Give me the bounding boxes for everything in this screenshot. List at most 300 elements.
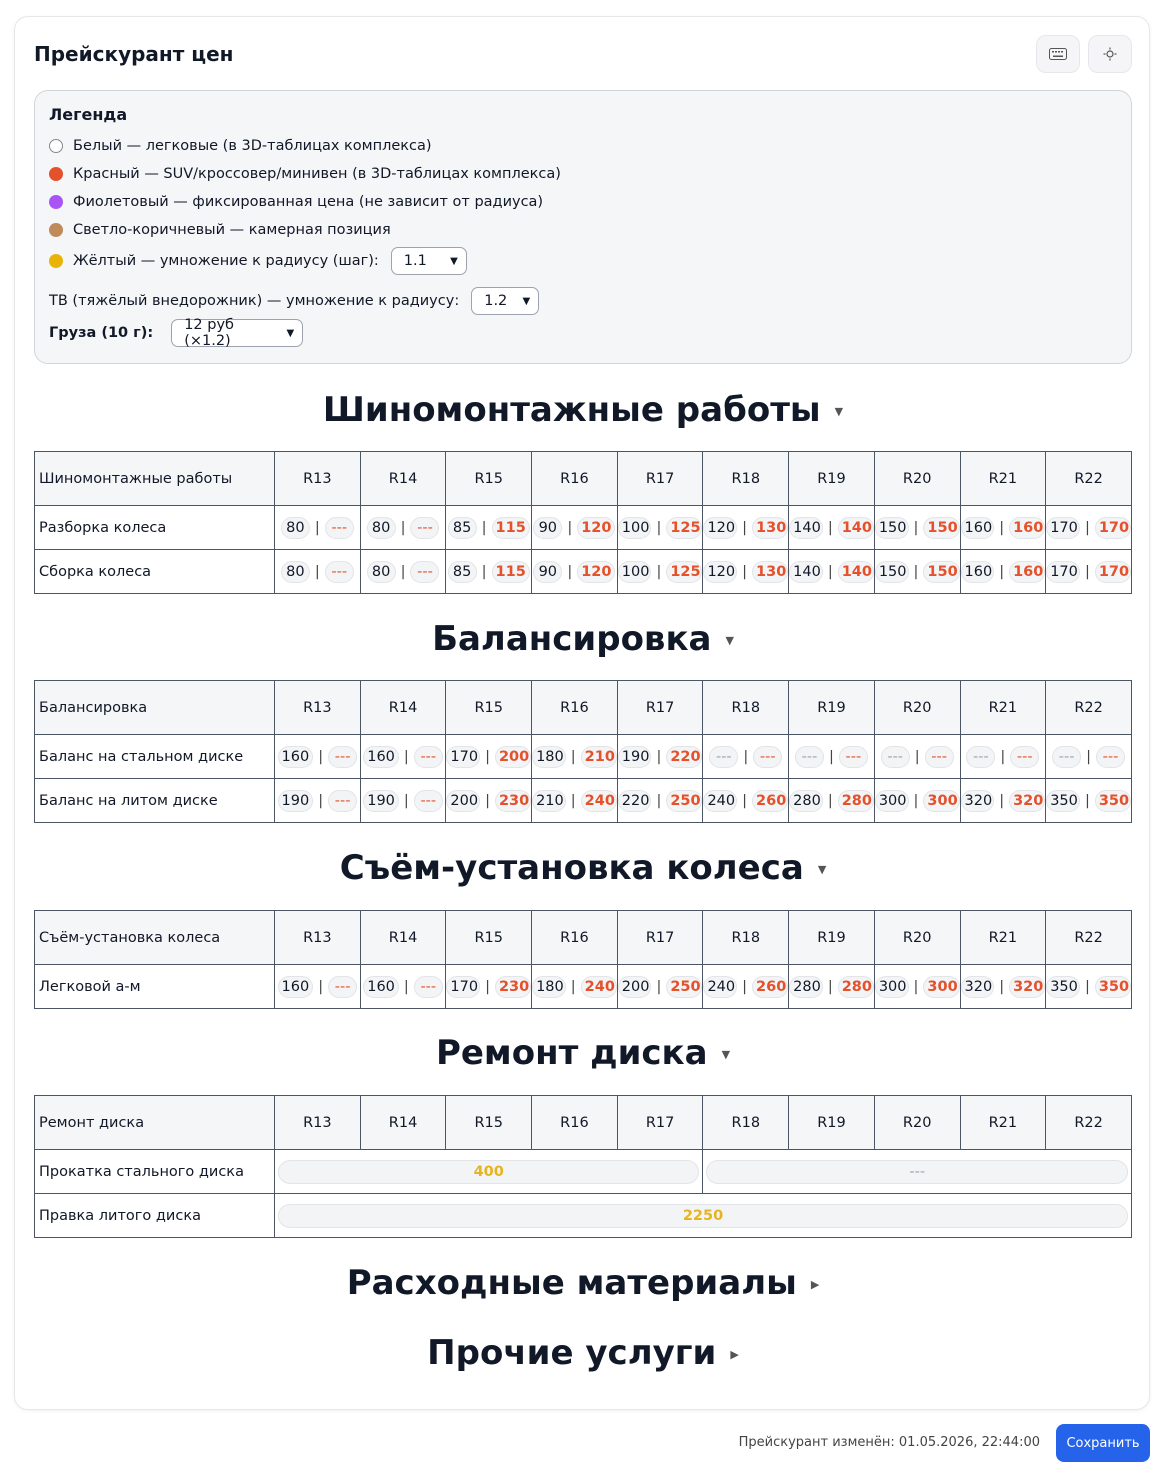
red-price-pill[interactable]: 200 (495, 746, 531, 768)
white-price-pill[interactable]: 100 (618, 517, 652, 539)
price-pill[interactable]: --- (706, 1160, 1128, 1184)
red-price-pill[interactable]: 350 (1095, 976, 1131, 998)
price-separator: | (656, 792, 662, 809)
tv-multiplier-select[interactable] (471, 287, 539, 315)
row-name: Баланс на стальном диске (35, 735, 275, 779)
white-price-pill[interactable]: 80 (367, 561, 396, 583)
price-pair (961, 976, 1046, 998)
white-dot-icon (49, 139, 63, 153)
price-cell (960, 506, 1046, 550)
red-price-pill[interactable]: 280 (838, 790, 874, 812)
red-price-pill[interactable]: --- (414, 790, 443, 812)
tire-price-table (34, 451, 1132, 594)
caret-down-icon: ▼ (725, 634, 734, 647)
white-price-pill[interactable]: 170 (1046, 561, 1080, 583)
price-cell (874, 550, 960, 594)
price-pair (361, 790, 446, 812)
theme-toggle-button[interactable] (1088, 35, 1132, 73)
price-separator: | (827, 978, 833, 995)
chevron-down-icon: ▼ (286, 327, 295, 339)
price-separator: | (400, 519, 406, 536)
price-cell (275, 506, 361, 550)
price-cell (617, 735, 703, 779)
section-title: Прочие услуги (427, 1333, 717, 1373)
red-price-pill[interactable]: 170 (1095, 561, 1131, 583)
radius-header: R19 (789, 452, 875, 506)
price-separator: | (742, 978, 748, 995)
price-separator: | (1084, 563, 1090, 580)
price-separator: | (314, 519, 320, 536)
price-pair (875, 746, 960, 768)
chevron-down-icon: ▼ (522, 295, 531, 307)
radius-header: R18 (703, 911, 789, 965)
white-price-pill[interactable]: 100 (618, 561, 652, 583)
red-price-pill[interactable]: 320 (1009, 976, 1045, 998)
white-price-pill[interactable]: 80 (281, 517, 310, 539)
price-separator: | (403, 978, 409, 995)
red-price-pill[interactable]: 250 (666, 976, 702, 998)
red-price-pill[interactable]: --- (410, 517, 439, 539)
tv-multiplier-row (49, 284, 1117, 318)
radius-header: R22 (1046, 911, 1132, 965)
row-name: Баланс на литом диске (35, 779, 275, 823)
radius-header: R19 (789, 911, 875, 965)
price-separator: | (656, 978, 662, 995)
price-cell (617, 965, 703, 1009)
section-toggle-other[interactable] (15, 1333, 1151, 1373)
red-price-pill[interactable]: 230 (495, 976, 531, 998)
keyboard-icon (1049, 48, 1067, 60)
table-header-row (35, 911, 1132, 965)
price-separator: | (999, 792, 1005, 809)
price-cell (532, 779, 618, 823)
radius-header: R21 (960, 452, 1046, 506)
red-price-pill[interactable]: 300 (923, 976, 959, 998)
chevron-down-icon: ▼ (450, 255, 458, 267)
section-title: Шиномонтажные работы (322, 390, 821, 430)
price-cell (1046, 550, 1132, 594)
section-toggle-balance[interactable] (15, 619, 1151, 659)
price-cell (874, 506, 960, 550)
legend-panel (34, 90, 1132, 364)
white-price-pill[interactable]: 210 (532, 790, 566, 812)
radius-header: R18 (703, 681, 789, 735)
red-price-pill[interactable]: 140 (838, 517, 874, 539)
section-toggle-wheel[interactable] (15, 848, 1151, 888)
red-price-pill[interactable]: 240 (581, 790, 617, 812)
red-price-pill[interactable]: --- (839, 746, 868, 768)
red-price-pill[interactable]: 320 (1009, 790, 1045, 812)
select-value: 12 руб (×1.2) (184, 317, 234, 349)
red-price-pill[interactable]: 160 (1009, 561, 1045, 583)
save-button[interactable]: Сохранить (1056, 1424, 1150, 1462)
white-price-pill[interactable]: 160 (278, 976, 314, 998)
price-cell (960, 735, 1046, 779)
price-pair (532, 976, 617, 998)
row-name: Сборка колеса (35, 550, 275, 594)
white-price-pill[interactable]: 85 (448, 517, 477, 539)
radius-header: R17 (617, 911, 703, 965)
red-price-pill[interactable]: 140 (838, 561, 874, 583)
red-price-pill[interactable]: 160 (1009, 517, 1045, 539)
price-pair (789, 561, 874, 583)
price-separator: | (1084, 978, 1090, 995)
price-separator: | (913, 563, 919, 580)
red-price-pill[interactable]: 230 (495, 790, 531, 812)
white-price-pill[interactable]: 170 (1046, 517, 1080, 539)
price-cell (360, 965, 446, 1009)
radius-header: R17 (617, 681, 703, 735)
white-price-pill[interactable]: 80 (367, 517, 396, 539)
section-toggle-consumables[interactable] (15, 1263, 1151, 1303)
red-price-pill[interactable]: 120 (577, 517, 615, 539)
legend-item-yellow (49, 244, 1117, 278)
red-price-pill[interactable]: 125 (666, 517, 702, 539)
price-pair (1046, 976, 1131, 998)
red-price-pill[interactable]: 150 (923, 517, 959, 539)
price-separator: | (827, 519, 833, 536)
radius-header: R19 (789, 681, 875, 735)
white-price-pill[interactable]: --- (966, 746, 995, 768)
price-separator: | (999, 519, 1005, 536)
price-separator: | (1086, 748, 1092, 765)
red-price-pill[interactable]: 240 (581, 976, 617, 998)
red-price-pill[interactable]: 260 (752, 790, 788, 812)
table-header-name: Шиномонтажные работы (35, 452, 275, 506)
tv-label: ТВ (тяжёлый внедорожник) — умножение к радиусу: (49, 293, 460, 309)
price-cell (1046, 506, 1132, 550)
price-cell (960, 965, 1046, 1009)
price-separator: | (829, 748, 834, 765)
price-separator: | (318, 748, 324, 765)
red-price-pill[interactable]: 220 (666, 746, 702, 768)
price-pair (275, 976, 360, 998)
white-price-pill[interactable]: 90 (533, 517, 562, 539)
price-cell (275, 550, 361, 594)
radius-header: R14 (360, 911, 446, 965)
price-separator: | (656, 748, 662, 765)
red-price-pill[interactable]: --- (753, 746, 782, 768)
radius-header: R16 (532, 452, 618, 506)
price-cell (960, 550, 1046, 594)
white-price-pill[interactable]: 320 (961, 790, 995, 812)
white-price-pill[interactable]: --- (881, 746, 910, 768)
price-cell (1046, 735, 1132, 779)
red-price-pill[interactable]: 115 (492, 517, 530, 539)
red-price-pill[interactable]: 130 (752, 561, 788, 583)
radius-header: R16 (532, 911, 618, 965)
white-price-pill[interactable]: 120 (703, 517, 737, 539)
price-pair (789, 790, 874, 812)
white-price-pill[interactable]: 300 (875, 790, 909, 812)
white-price-pill[interactable]: 220 (618, 790, 652, 812)
price-cell[interactable] (275, 1150, 703, 1194)
red-price-pill[interactable]: --- (925, 746, 954, 768)
price-cell (275, 735, 361, 779)
white-price-pill[interactable]: 170 (446, 976, 480, 998)
white-price-pill[interactable]: 320 (961, 976, 995, 998)
white-price-pill[interactable]: 90 (533, 561, 562, 583)
radius-header: R21 (960, 681, 1046, 735)
legend-item-purple (49, 188, 1117, 216)
radius-header: R13 (275, 681, 361, 735)
price-separator: | (481, 563, 487, 580)
row-name: Правка литого диска (35, 1194, 275, 1238)
caret-down-icon: ▼ (817, 863, 827, 876)
price-cell (275, 965, 361, 1009)
price-separator: | (1000, 748, 1006, 765)
price-pair (532, 517, 617, 539)
price-cell (446, 779, 532, 823)
white-price-pill[interactable]: 180 (532, 976, 566, 998)
price-cell (360, 779, 446, 823)
legend-label: Фиолетовый — фиксированная цена (не зависит от радиуса) (73, 194, 544, 210)
section-title: Съём-установка колеса (339, 848, 804, 888)
price-pair (361, 746, 446, 768)
white-price-pill[interactable]: 170 (446, 746, 480, 768)
price-pill[interactable]: 2250 (278, 1204, 1128, 1228)
disk-price-table (34, 1095, 1132, 1238)
price-cell (1046, 779, 1132, 823)
price-cell (617, 550, 703, 594)
red-price-pill[interactable]: 210 (581, 746, 617, 768)
price-separator: | (567, 519, 573, 536)
caret-down-icon: ▼ (721, 1048, 731, 1061)
price-pair (1046, 561, 1131, 583)
price-separator: | (1084, 792, 1090, 809)
white-price-pill[interactable]: 190 (618, 746, 652, 768)
red-price-pill[interactable]: --- (1010, 746, 1039, 768)
white-price-pill[interactable]: 160 (961, 561, 995, 583)
legend-label: Жёлтый — умножение к радиусу (шаг): (73, 253, 379, 269)
white-price-pill[interactable]: 240 (703, 790, 737, 812)
legend-label: Красный — SUV/кроссовер/минивен (в 3D-таблицах комплекса) (73, 166, 561, 182)
radius-header: R18 (703, 1096, 789, 1150)
white-price-pill[interactable]: 140 (789, 517, 823, 539)
radius-header: R22 (1046, 452, 1132, 506)
table-header-name: Ремонт диска (35, 1096, 275, 1150)
red-price-pill[interactable]: 350 (1095, 790, 1131, 812)
price-cell (703, 965, 789, 1009)
table-header-row (35, 452, 1132, 506)
price-pair (703, 746, 788, 768)
price-separator: | (314, 563, 320, 580)
red-price-pill[interactable]: --- (325, 561, 354, 583)
white-price-pill[interactable]: 80 (281, 561, 310, 583)
white-price-pill[interactable]: 190 (363, 790, 399, 812)
price-pair (618, 517, 703, 539)
white-price-pill[interactable]: 150 (875, 561, 909, 583)
white-price-pill[interactable]: 300 (875, 976, 909, 998)
red-price-pill[interactable]: --- (414, 976, 443, 998)
white-price-pill[interactable]: 160 (363, 976, 399, 998)
price-pair (703, 517, 788, 539)
red-dot-icon (49, 167, 63, 181)
price-cell (703, 779, 789, 823)
price-pair (789, 746, 874, 768)
price-separator: | (400, 563, 406, 580)
legend-label: Светло-коричневый — камерная позиция (73, 222, 391, 238)
price-pair (961, 790, 1046, 812)
radius-header: R14 (360, 681, 446, 735)
keyboard-button[interactable] (1036, 35, 1080, 73)
price-cell (617, 506, 703, 550)
wheel-price-table (34, 910, 1132, 1009)
section-toggle-tire[interactable] (15, 390, 1151, 430)
white-price-pill[interactable]: 190 (278, 790, 314, 812)
radius-header: R22 (1046, 681, 1132, 735)
price-cell (703, 506, 789, 550)
price-separator: | (656, 519, 662, 536)
purple-dot-icon (49, 195, 63, 209)
price-pair (875, 976, 960, 998)
radius-header: R13 (275, 452, 361, 506)
price-separator: | (318, 978, 324, 995)
price-cell (960, 779, 1046, 823)
white-price-pill[interactable]: 85 (448, 561, 477, 583)
last-modified-text: Прейскурант изменён: 01.05.2026, 22:44:00 (738, 1435, 1040, 1450)
red-price-pill[interactable]: --- (328, 746, 357, 768)
select-value: 1.2 (484, 293, 508, 309)
legend-item-white (49, 132, 1117, 160)
price-cell (789, 506, 875, 550)
white-price-pill[interactable]: 160 (961, 517, 995, 539)
price-list-card (14, 16, 1150, 1410)
price-separator: | (999, 563, 1005, 580)
price-pair (361, 976, 446, 998)
radius-header: R20 (874, 452, 960, 506)
white-price-pill[interactable]: --- (1052, 746, 1081, 768)
radius-header: R16 (532, 1096, 618, 1150)
radius-header: R13 (275, 1096, 361, 1150)
weights-label: Груза (10 г): (49, 325, 154, 341)
price-cell (532, 965, 618, 1009)
price-cell[interactable] (703, 1150, 1132, 1194)
price-pair (1046, 746, 1131, 768)
price-cell (789, 735, 875, 779)
table-header-row (35, 1096, 1132, 1150)
white-price-pill[interactable]: --- (709, 746, 738, 768)
price-cell (874, 779, 960, 823)
price-cell (874, 965, 960, 1009)
price-cell[interactable] (275, 1194, 1132, 1238)
white-price-pill[interactable]: 350 (1046, 790, 1080, 812)
table-header-row (35, 681, 1132, 735)
price-pair (961, 517, 1046, 539)
price-pill[interactable]: 400 (278, 1160, 699, 1184)
red-price-pill[interactable]: 250 (666, 790, 702, 812)
price-cell (1046, 965, 1132, 1009)
red-price-pill[interactable]: 170 (1095, 517, 1131, 539)
white-price-pill[interactable]: 150 (875, 517, 909, 539)
red-price-pill[interactable]: --- (328, 790, 357, 812)
yellow-step-select[interactable] (391, 247, 467, 275)
radius-header: R21 (960, 911, 1046, 965)
price-separator: | (913, 792, 919, 809)
white-price-pill[interactable]: 200 (618, 976, 652, 998)
price-cell (446, 965, 532, 1009)
radius-header: R19 (789, 1096, 875, 1150)
radius-header: R15 (446, 1096, 532, 1150)
table-row (35, 550, 1132, 594)
table-row (35, 965, 1132, 1009)
price-pair (1046, 517, 1131, 539)
white-price-pill[interactable]: 180 (532, 746, 566, 768)
radius-header: R17 (617, 1096, 703, 1150)
price-separator: | (481, 519, 487, 536)
section-toggle-disk[interactable] (15, 1033, 1151, 1073)
price-separator: | (403, 792, 409, 809)
price-cell (446, 506, 532, 550)
red-price-pill[interactable]: 130 (752, 517, 788, 539)
price-cell (360, 506, 446, 550)
price-pair (275, 790, 360, 812)
price-separator: | (827, 792, 833, 809)
price-separator: | (913, 978, 919, 995)
white-price-pill[interactable]: 280 (789, 976, 823, 998)
price-cell (360, 735, 446, 779)
price-pair (703, 976, 788, 998)
white-price-pill[interactable]: 280 (789, 790, 823, 812)
red-price-pill[interactable]: --- (410, 561, 439, 583)
price-pair (703, 561, 788, 583)
white-price-pill[interactable]: 200 (446, 790, 480, 812)
red-price-pill[interactable]: 260 (752, 976, 788, 998)
price-cell (789, 965, 875, 1009)
price-cell (532, 735, 618, 779)
red-price-pill[interactable]: --- (325, 517, 354, 539)
price-pair (275, 517, 360, 539)
price-separator: | (485, 978, 490, 995)
price-pair (446, 790, 531, 812)
legend-item-brown (49, 216, 1117, 244)
red-price-pill[interactable]: 120 (577, 561, 615, 583)
caret-right-icon: ▶ (730, 1348, 739, 1361)
price-cell (789, 550, 875, 594)
white-price-pill[interactable]: --- (795, 746, 824, 768)
price-cell (789, 779, 875, 823)
caret-down-icon: ▼ (834, 405, 844, 418)
weights-select[interactable] (171, 319, 303, 347)
price-pair (961, 561, 1046, 583)
red-price-pill[interactable]: --- (414, 746, 443, 768)
radius-header: R14 (360, 1096, 446, 1150)
red-price-pill[interactable]: --- (328, 976, 357, 998)
white-price-pill[interactable]: 240 (703, 976, 737, 998)
white-price-pill[interactable]: 120 (703, 561, 737, 583)
price-cell (874, 735, 960, 779)
price-pair (618, 976, 703, 998)
red-price-pill[interactable]: 300 (923, 790, 959, 812)
red-price-pill[interactable]: 125 (666, 561, 702, 583)
price-separator: | (742, 563, 748, 580)
price-pair (1046, 790, 1131, 812)
white-price-pill[interactable]: 350 (1046, 976, 1080, 998)
white-price-pill[interactable]: 160 (278, 746, 314, 768)
red-price-pill[interactable]: 150 (923, 561, 959, 583)
price-pair (446, 561, 531, 583)
red-price-pill[interactable]: --- (1096, 746, 1125, 768)
price-cell (275, 779, 361, 823)
red-price-pill[interactable]: 115 (492, 561, 530, 583)
white-price-pill[interactable]: 160 (363, 746, 399, 768)
red-price-pill[interactable]: 280 (838, 976, 874, 998)
select-value: 1.1 (403, 253, 427, 269)
white-price-pill[interactable]: 140 (789, 561, 823, 583)
price-pair (789, 976, 874, 998)
legend-label: Белый — легковые (в 3D-таблицах комплекса) (73, 138, 432, 154)
price-separator: | (570, 792, 576, 809)
